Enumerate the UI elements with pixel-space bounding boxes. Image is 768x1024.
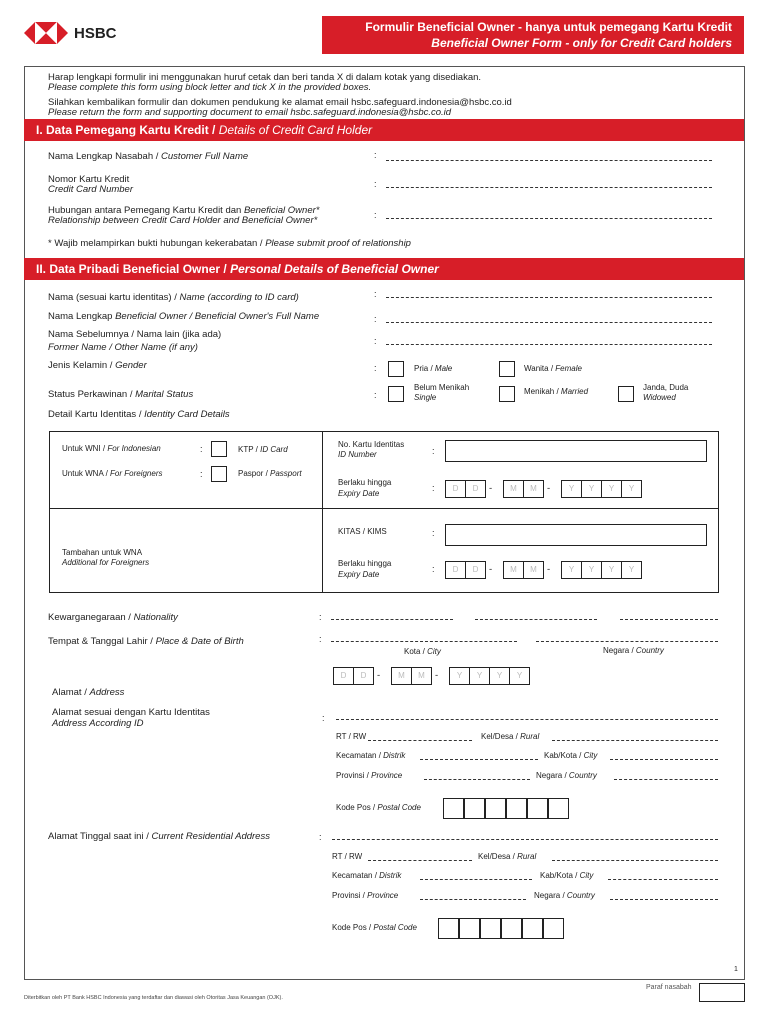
bo-fullname-field[interactable] bbox=[386, 322, 712, 323]
current-address-label: Alamat Tinggal saat ini / Current Residential Address bbox=[48, 831, 270, 842]
date-cell[interactable]: Y bbox=[509, 667, 530, 685]
proof-note: * Wajib melampirkan bukti hubungan kekerabatan / Please submit proof of relationship bbox=[48, 238, 411, 249]
date-cell[interactable]: D bbox=[333, 667, 354, 685]
postal-cell[interactable] bbox=[443, 798, 464, 819]
postal-cell[interactable] bbox=[501, 918, 522, 939]
paraf-box[interactable] bbox=[699, 983, 745, 1002]
birth-country-field[interactable] bbox=[536, 641, 718, 642]
colon: : bbox=[319, 634, 322, 644]
form-title-banner bbox=[322, 16, 744, 54]
male-checkbox[interactable] bbox=[388, 361, 404, 377]
kab-label: Kab/Kota / City bbox=[544, 751, 598, 760]
colon: : bbox=[200, 444, 203, 454]
date-cell[interactable]: Y bbox=[561, 561, 582, 579]
nationality-field-3[interactable] bbox=[620, 619, 718, 620]
postal-cell[interactable] bbox=[506, 798, 527, 819]
widowed-checkbox[interactable] bbox=[618, 386, 634, 402]
marital-label: Status Perkawinan / Marital Status bbox=[48, 389, 194, 400]
single-label: Belum Menikah bbox=[414, 383, 470, 392]
date-cell[interactable]: M bbox=[411, 667, 432, 685]
former-name-label: Nama Sebelumnya / Nama lain (jika ada) bbox=[48, 329, 222, 340]
relationship-label: Hubungan antara Pemegang Kartu Kredit dan Beneficial Owner* bbox=[48, 205, 320, 216]
provinsi-label-2: Provinsi / Province bbox=[332, 891, 399, 900]
kel-label-2: Kel/Desa / Rural bbox=[478, 852, 537, 861]
birth-city-field[interactable] bbox=[331, 641, 517, 642]
kab-label-2: Kab/Kota / City bbox=[540, 871, 594, 880]
colon: : bbox=[200, 469, 203, 479]
male-label: Pria / Male bbox=[414, 364, 453, 373]
card-number-label-en: Credit Card Number bbox=[48, 184, 133, 195]
address-id-label-en: Address According ID bbox=[52, 718, 144, 729]
intro-line2: Silahkan kembalikan formulir dan dokumen pendukung ke alamat email hsbc.safeguard.indonesia@hsbc.co.id bbox=[48, 97, 512, 108]
postal-cell[interactable] bbox=[527, 798, 548, 819]
date-cell[interactable]: M bbox=[391, 667, 412, 685]
ktp-checkbox[interactable] bbox=[211, 441, 227, 457]
postal-cell[interactable] bbox=[522, 918, 543, 939]
paraf-label: Paraf nasabah bbox=[646, 984, 692, 991]
id-number-input[interactable] bbox=[445, 440, 707, 462]
colon: : bbox=[432, 564, 435, 574]
id-details-label: Detail Kartu Identitas / Identity Card Details bbox=[48, 409, 230, 420]
colon: : bbox=[374, 336, 377, 346]
postal-cell[interactable] bbox=[548, 798, 569, 819]
date-separator: - bbox=[489, 564, 493, 575]
female-label: Wanita / Female bbox=[524, 364, 582, 373]
kab-field-2[interactable] bbox=[608, 879, 718, 880]
colon: : bbox=[374, 179, 377, 189]
postal-cell[interactable] bbox=[438, 918, 459, 939]
intro-line1: Harap lengkapi formulir ini menggunakan huruf cetak dan beri tanda X di dalam kotak yang disediakan. bbox=[48, 72, 482, 83]
rt-rw-label-2: RT / RW bbox=[332, 852, 363, 861]
widowed-label: Janda, Duda bbox=[643, 383, 689, 392]
rt-rw-field-2[interactable] bbox=[368, 860, 472, 861]
colon: : bbox=[374, 314, 377, 324]
colon: : bbox=[432, 528, 435, 538]
address-id-field[interactable] bbox=[336, 719, 718, 720]
negara-field[interactable] bbox=[614, 779, 718, 780]
rt-rw-label: RT / RW bbox=[336, 732, 367, 741]
postal-cell[interactable] bbox=[464, 798, 485, 819]
widowed-label-en: Widowed bbox=[643, 393, 676, 402]
date-separator: - bbox=[435, 670, 439, 681]
date-cell[interactable]: Y bbox=[621, 561, 642, 579]
passport-checkbox[interactable] bbox=[211, 466, 227, 482]
card-number-field[interactable] bbox=[386, 187, 712, 188]
colon: : bbox=[319, 612, 322, 622]
colon: : bbox=[374, 390, 377, 400]
colon: : bbox=[374, 289, 377, 299]
kel-field[interactable] bbox=[552, 740, 718, 741]
colon: : bbox=[432, 483, 435, 493]
colon: : bbox=[432, 446, 435, 456]
postal-cell[interactable] bbox=[543, 918, 564, 939]
wni-label: Untuk WNI / For Indonesian bbox=[62, 444, 161, 453]
married-checkbox[interactable] bbox=[499, 386, 515, 402]
section1-header bbox=[24, 119, 744, 141]
negara-label: Negara / Country bbox=[536, 771, 597, 780]
form-title-en: Beneficial Owner Form - only for Credit Card holders bbox=[431, 36, 732, 50]
kab-field[interactable] bbox=[610, 759, 718, 760]
kitas-label: KITAS / KIMS bbox=[338, 527, 387, 536]
colon: : bbox=[374, 210, 377, 220]
negara-label-2: Negara / Country bbox=[534, 891, 595, 900]
date-separator: - bbox=[547, 483, 551, 494]
expiry-label-en: Expiry Date bbox=[338, 489, 380, 498]
section2-title-en: Personal Details of Beneficial Owner bbox=[230, 262, 439, 276]
date-cell[interactable]: Y bbox=[449, 667, 470, 685]
id-box-divider-v bbox=[322, 431, 323, 592]
provinsi-field-2[interactable] bbox=[420, 899, 526, 900]
date-cell[interactable]: D bbox=[465, 561, 486, 579]
country-label: Negara / Country bbox=[603, 646, 664, 655]
former-name-label-en: Former Name / Other Name (if any) bbox=[48, 342, 198, 353]
kecamatan-field[interactable] bbox=[420, 759, 538, 760]
kitas-expiry-label-en: Expiry Date bbox=[338, 570, 380, 579]
expiry-label: Berlaku hingga bbox=[338, 478, 392, 487]
provinsi-field[interactable] bbox=[424, 779, 530, 780]
relationship-field[interactable] bbox=[386, 218, 712, 219]
single-label-en: Single bbox=[414, 393, 437, 402]
bo-name-label: Nama (sesuai kartu identitas) / Name (according to ID card) bbox=[48, 292, 299, 303]
wna-label: Untuk WNA / For Foreigners bbox=[62, 469, 163, 478]
city-label: Kota / City bbox=[404, 647, 441, 656]
date-cell[interactable]: Y bbox=[581, 561, 602, 579]
page-number: 1 bbox=[734, 966, 738, 973]
bo-fullname-label: Nama Lengkap Beneficial Owner / Beneficial Owner's Full Name bbox=[48, 311, 320, 322]
id-number-label-en: ID Number bbox=[338, 450, 377, 459]
address-id-label: Alamat sesuai dengan Kartu Identitas bbox=[52, 707, 210, 718]
brand-name: HSBC bbox=[74, 25, 117, 42]
birth-label: Tempat & Tanggal Lahir / Place & Date of Birth bbox=[48, 636, 244, 647]
kecamatan-field-2[interactable] bbox=[420, 879, 532, 880]
postal-cell[interactable] bbox=[459, 918, 480, 939]
date-cell[interactable]: M bbox=[523, 561, 544, 579]
gender-label: Jenis Kelamin / Gender bbox=[48, 360, 147, 371]
date-cell[interactable]: Y bbox=[601, 561, 622, 579]
current-address-field[interactable] bbox=[332, 839, 718, 840]
form-title-id: Formulir Beneficial Owner - hanya untuk pemegang Kartu Kredit bbox=[365, 20, 732, 34]
date-separator: - bbox=[489, 483, 493, 494]
date-cell[interactable]: Y bbox=[489, 667, 510, 685]
date-cell[interactable]: Y bbox=[469, 667, 490, 685]
card-number-label: Nomor Kartu Kredit bbox=[48, 174, 130, 185]
id-box-divider-h bbox=[49, 508, 719, 509]
female-checkbox[interactable] bbox=[499, 361, 515, 377]
postal-cell[interactable] bbox=[485, 798, 506, 819]
single-checkbox[interactable] bbox=[388, 386, 404, 402]
date-cell[interactable]: Y bbox=[621, 480, 642, 498]
issued-note: Diterbitkan oleh PT Bank HSBC Indonesia yang terdaftar dan diawasi oleh Otoritas Jasa Keuangan (OJK). bbox=[24, 995, 283, 1001]
kitas-input[interactable] bbox=[445, 524, 707, 546]
date-cell[interactable]: D bbox=[353, 667, 374, 685]
section1-title: I. Data Pemegang Kartu Kredit / bbox=[36, 123, 219, 137]
date-cell[interactable]: D bbox=[465, 480, 486, 498]
rt-rw-field[interactable] bbox=[368, 740, 472, 741]
married-label: Menikah / Married bbox=[524, 387, 589, 396]
date-cell[interactable]: Y bbox=[581, 480, 602, 498]
address-label: Alamat / Address bbox=[52, 687, 125, 698]
customer-name-label: Nama Lengkap Nasabah / Customer Full Name bbox=[48, 151, 249, 162]
date-cell[interactable]: D bbox=[445, 561, 466, 579]
customer-name-field[interactable] bbox=[386, 160, 712, 161]
hsbc-logo bbox=[24, 22, 68, 44]
date-cell[interactable]: M bbox=[523, 480, 544, 498]
kel-label: Kel/Desa / Rural bbox=[481, 732, 540, 741]
nationality-field-2[interactable] bbox=[475, 619, 597, 620]
kitas-expiry-label: Berlaku hingga bbox=[338, 559, 392, 568]
extra-wna-label-en: Additional for Foreigners bbox=[62, 558, 150, 567]
kecamatan-label: Kecamatan / Distrik bbox=[336, 751, 406, 760]
date-cell[interactable]: Y bbox=[601, 480, 622, 498]
passport-label: Paspor / Passport bbox=[238, 469, 302, 478]
colon: : bbox=[319, 832, 322, 842]
date-cell[interactable]: D bbox=[445, 480, 466, 498]
intro-line1-en: Please complete this form using block letter and tick X in the provided boxes. bbox=[48, 82, 372, 93]
postal-cell[interactable] bbox=[480, 918, 501, 939]
former-name-field[interactable] bbox=[386, 344, 712, 345]
postal-label-2: Kode Pos / Postal Code bbox=[332, 923, 417, 932]
section2-header bbox=[24, 258, 744, 280]
hsbc-hexagon-icon bbox=[24, 22, 68, 44]
date-cell[interactable]: M bbox=[503, 561, 524, 579]
bo-name-field[interactable] bbox=[386, 297, 712, 298]
nationality-label: Kewarganegaraan / Nationality bbox=[48, 612, 178, 623]
date-cell[interactable]: Y bbox=[561, 480, 582, 498]
colon: : bbox=[374, 363, 377, 373]
colon: : bbox=[374, 150, 377, 160]
negara-field-2[interactable] bbox=[610, 899, 718, 900]
date-separator: - bbox=[377, 670, 381, 681]
id-number-label: No. Kartu Identitas bbox=[338, 440, 405, 449]
kel-field-2[interactable] bbox=[552, 860, 718, 861]
extra-wna-label: Tambahan untuk WNA bbox=[62, 548, 143, 557]
ktp-label: KTP / ID Card bbox=[238, 445, 288, 454]
colon: : bbox=[322, 713, 325, 723]
postal-label: Kode Pos / Postal Code bbox=[336, 803, 421, 812]
nationality-field-1[interactable] bbox=[331, 619, 453, 620]
provinsi-label: Provinsi / Province bbox=[336, 771, 403, 780]
section2-title: II. Data Pribadi Beneficial Owner / bbox=[36, 262, 231, 276]
date-separator: - bbox=[547, 564, 551, 575]
intro-line2-en: Please return the form and supporting document to email hsbc.safeguard.indonesia@hsbc.co.id bbox=[48, 107, 452, 118]
date-cell[interactable]: M bbox=[503, 480, 524, 498]
relationship-label-en: Relationship between Credit Card Holder and Beneficial Owner* bbox=[48, 215, 318, 226]
section1-title-en: Details of Credit Card Holder bbox=[218, 123, 373, 137]
kecamatan-label-2: Kecamatan / Distrik bbox=[332, 871, 402, 880]
